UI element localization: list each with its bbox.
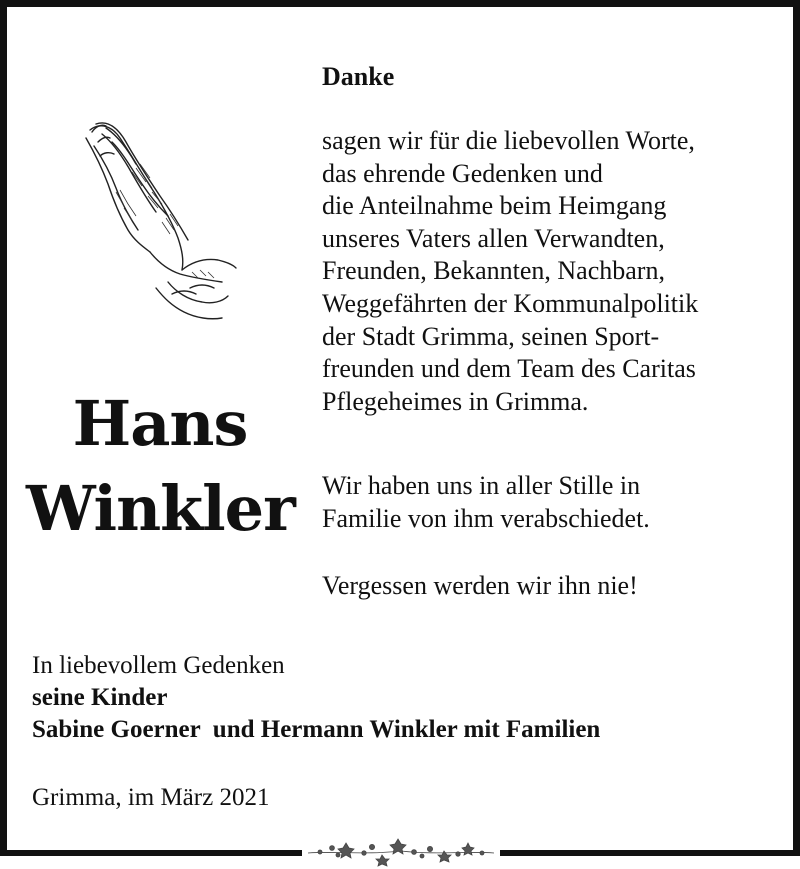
deceased-last-name: Winkler	[26, 472, 295, 545]
farewell-paragraph	[322, 470, 650, 535]
frame-bottom-border-left	[0, 850, 302, 856]
heading-thanks: Danke	[322, 62, 395, 91]
thanks-line: freunden und dem Team des Caritas	[322, 354, 696, 384]
signoff-names: Sabine Goerner und Hermann Winkler mit Familien	[32, 716, 601, 743]
frame-right-border	[793, 0, 800, 856]
frame-left-border	[0, 0, 7, 856]
signoff-intro: In liebevollem Gedenken	[32, 652, 285, 679]
thanks-line: sagen wir für die liebevollen Worte,	[322, 126, 695, 155]
frame-bottom-border-right	[500, 850, 800, 856]
thanks-line: Pflegeheimes in Grimma.	[322, 386, 589, 416]
memory-line: Vergessen werden wir ihn nie!	[322, 571, 638, 600]
thanks-line: das ehrende Gedenken und	[322, 158, 603, 188]
frame-top-border	[0, 0, 800, 7]
farewell-line: Wir haben uns in aller Stille in	[322, 471, 641, 500]
deceased-first-name: Hans	[72, 387, 248, 460]
thanks-line: der Stadt Grimma, seinen Sport-	[322, 321, 660, 351]
thanks-paragraph	[322, 125, 698, 418]
thanks-line: Weggefährten der Kommunalpolitik	[322, 288, 699, 318]
thanks-line: unseres Vaters allen Verwandten,	[322, 223, 665, 253]
place-date: Grimma, im März 2021	[32, 784, 270, 811]
floral-ornament-icon	[306, 833, 496, 869]
praying-hands-icon	[72, 112, 240, 322]
farewell-line: Familie von ihm verabschiedet.	[322, 503, 650, 533]
signoff-children: seine Kinder	[32, 684, 168, 711]
thanks-line: Freunden, Bekannten, Nachbarn,	[322, 256, 665, 286]
thanks-line: die Anteilnahme beim Heimgang	[322, 191, 667, 221]
